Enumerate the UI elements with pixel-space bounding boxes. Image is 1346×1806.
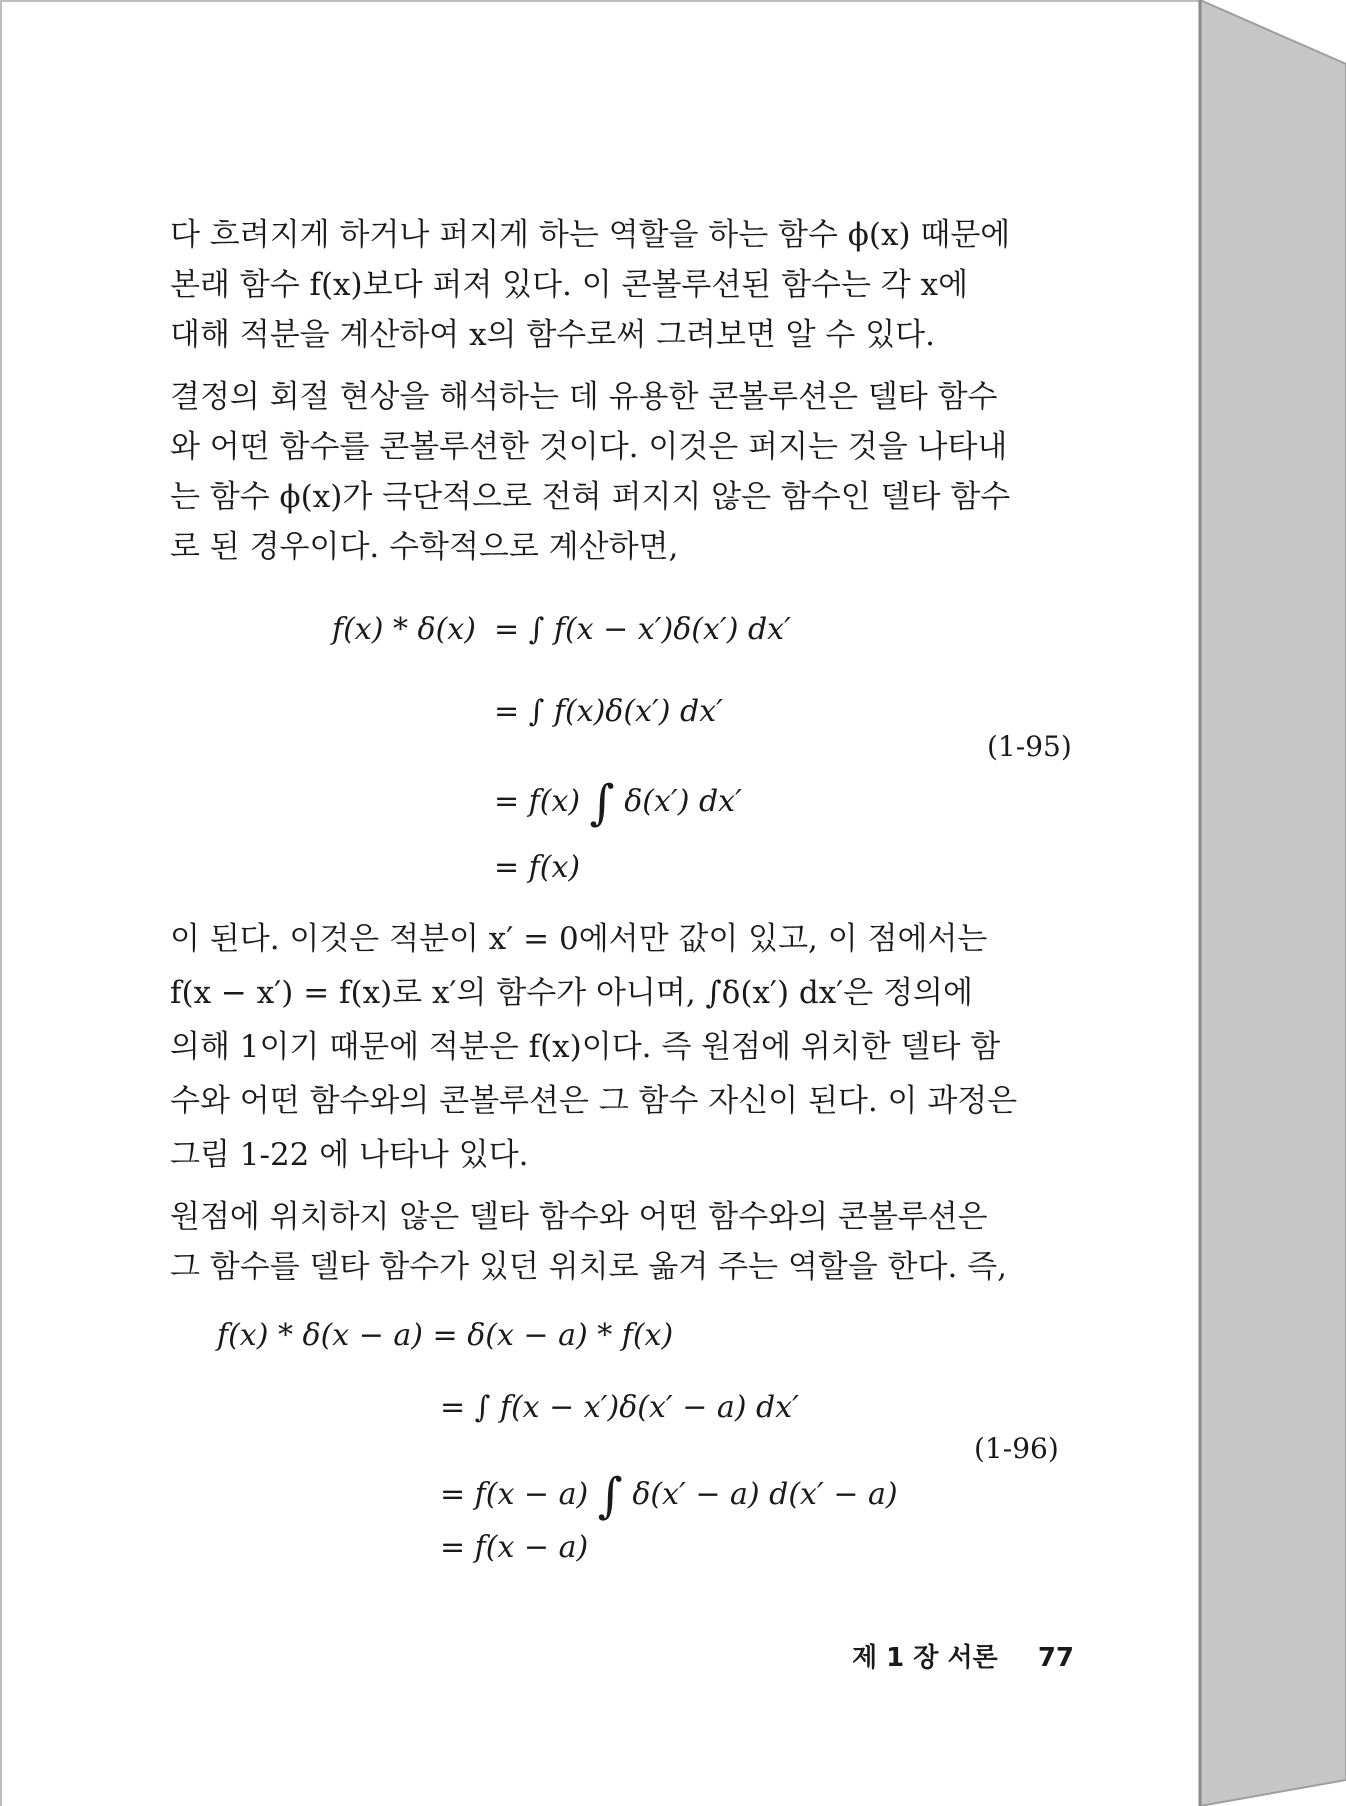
text-line: 는 함수 ϕ(x)가 극단적으로 전혀 퍼지지 않은 함수인 델타 함수 — [170, 479, 1011, 515]
paragraph-1 — [170, 210, 1070, 360]
text-line: 그림 1-22 에 나타나 있다. — [170, 1137, 529, 1173]
equation-number-95: (1-95) — [987, 730, 1072, 763]
text-line: 본래 함수 f(x)보다 퍼져 있다. 이 콘볼루션된 함수는 각 x에 — [170, 267, 969, 303]
chapter-label: 제 1 장 서론 — [852, 1643, 998, 1673]
eq95-line4: = f(x) — [494, 850, 581, 885]
text-line: 의해 1이기 때문에 적분은 f(x)이다. 즉 원점에 위치한 델타 함 — [170, 1029, 1001, 1065]
eq96-lhs: f(x) * δ(x − a) = δ(x − a) * f(x) — [217, 1318, 674, 1353]
eq95-lhs: f(x) * δ(x) — [332, 612, 476, 647]
eq95-line3-prefix: = f(x) — [494, 784, 581, 819]
eq96-line1: = ∫ f(x − x′)δ(x′ − a) dx′ — [440, 1390, 799, 1425]
eq96-line2-prefix: = f(x − a) — [440, 1477, 589, 1512]
text-line: 로 된 경우이다. 수학적으로 계산하면, — [170, 529, 679, 565]
book-edge — [1190, 0, 1346, 1806]
eq96-line2 — [440, 1468, 898, 1524]
page-footer — [852, 1637, 1074, 1674]
text-line: 수와 어떤 함수와의 콘볼루션은 그 함수 자신이 된다. 이 과정은 — [170, 1083, 1018, 1119]
text-line: 원점에 위치하지 않은 델타 함수와 어떤 함수와의 콘볼루션은 — [170, 1199, 988, 1235]
eq95-line3-integrand: δ(x′) dx′ — [624, 784, 742, 819]
eq95-line3 — [494, 775, 742, 831]
eq95-line1: = ∫ f(x − x′)δ(x′) dx′ — [494, 612, 791, 647]
text-line: f(x − x′) = f(x)로 x′의 함수가 아니며, ∫δ(x′) dx′은 정의에 — [170, 975, 973, 1011]
text-line: 이 된다. 이것은 적분이 x′ = 0에서만 값이 있고, 이 점에서는 — [170, 921, 988, 957]
equation-number-96: (1-96) — [974, 1432, 1059, 1465]
integral-sign: ∫ — [589, 775, 615, 831]
paragraph-4 — [170, 1192, 1070, 1292]
page-number: 77 — [1037, 1643, 1075, 1673]
text-line: 와 어떤 함수를 콘볼루션한 것이다. 이것은 퍼지는 것을 나타내 — [170, 429, 1008, 465]
text-line: 다 흐려지게 하거나 퍼지게 하는 역할을 하는 함수 ϕ(x) 때문에 — [170, 217, 1011, 253]
paragraph-3 — [170, 912, 1070, 1182]
eq96-line2-integrand: δ(x′ − a) d(x′ − a) — [632, 1477, 898, 1512]
eq95-line2: = ∫ f(x)δ(x′) dx′ — [494, 694, 723, 729]
text-line: 대해 적분을 계산하여 x의 함수로써 그려보면 알 수 있다. — [170, 317, 935, 353]
book-edge-face — [1200, 0, 1346, 1806]
text-line: 그 함수를 델타 함수가 있던 위치로 옮겨 주는 역할을 한다. 즉, — [170, 1249, 1007, 1285]
integral-sign: ∫ — [597, 1468, 623, 1524]
text-line: 결정의 회절 현상을 해석하는 데 유용한 콘볼루션은 델타 함수 — [170, 379, 998, 415]
paragraph-2 — [170, 372, 1070, 572]
eq96-line3: = f(x − a) — [440, 1530, 589, 1565]
